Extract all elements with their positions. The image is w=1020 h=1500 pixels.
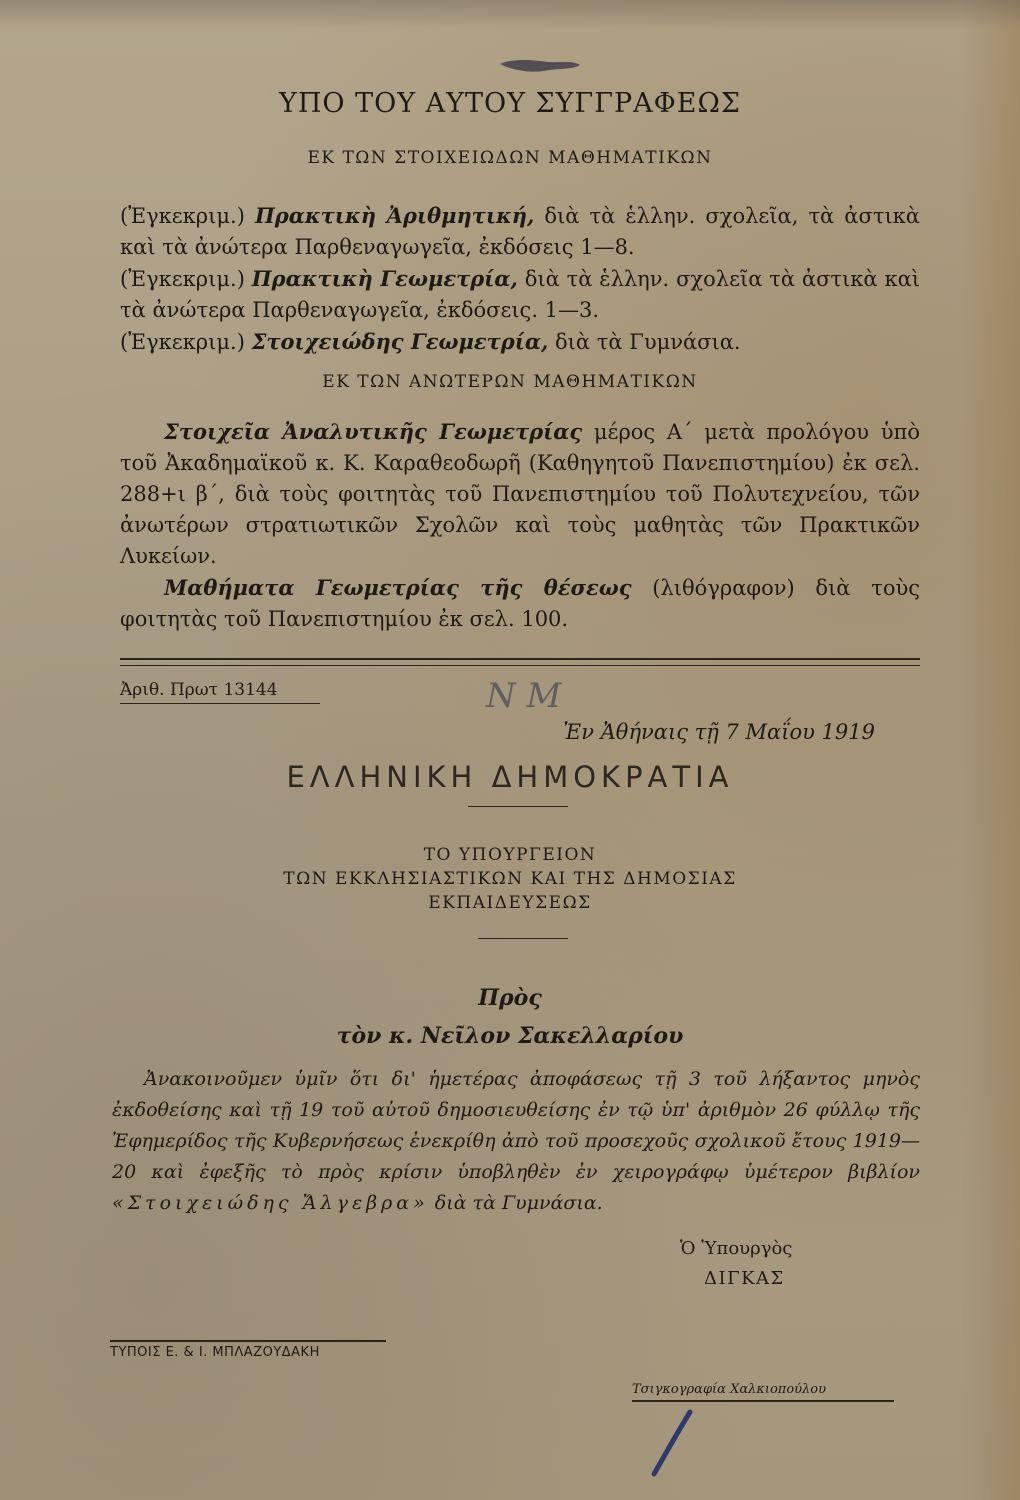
printer-credit: ΤΥΠΟΙΣ Ε. & Ι. ΜΠΛΑΖΟΥΔΑΚΗ <box>110 1340 386 1360</box>
ministry-heading <box>0 843 1020 915</box>
book-title: «Στοιχειώδης Ἄλγεβρα» <box>112 1192 429 1214</box>
heading-divider <box>468 806 568 807</box>
work-description: διὰ τὰ ἑλλην. σχολεῖα, τὰ ἀστικὰ καὶ τὰ ἀνώτερα Παρθεναγωγεῖα, ἐκδόσεις 1—8. <box>120 204 920 259</box>
republic-heading: ΕΛΛΗΝΙΚΗ ΔΗΜΟΚΡΑΤΙΑ <box>286 760 734 794</box>
work-item <box>120 263 920 326</box>
protocol-number: Ἀριθ. Πρωτ 13144 <box>120 680 320 704</box>
engraver-credit: Τσιγκογραφία Χαλκιοπούλου <box>632 1382 894 1402</box>
ministry-line: ΤΟ ΥΠΟΥΡΓΕΙΟΝ <box>423 845 597 865</box>
letter-date: Ἐν Ἀθήναις τῇ 7 Μαΐου 1919 <box>563 720 875 744</box>
paper-edge-shadow <box>0 0 1020 30</box>
work-description: μέρος Α΄ μετὰ προλόγου ὑπὸ τοῦ Ἀκαδημαϊκοῦ κ. Κ. Καραθεοδωρῆ (Καθηγητοῦ Πανεπιστημίου) ἐκ σελ. 288+ι β΄, διὰ τοὺς φοιτητὰς τοῦ Πανεπιστημίου τοῦ Πολυτεχνείου, τῶν ἀνωτέρων στρατιωτικῶν Σχολῶν καὶ τοὺς μαθητὰς τῶν Πρακτικῶν Λυκείων. <box>120 420 920 568</box>
signature-block <box>680 1234 792 1294</box>
letter-body <box>112 1064 920 1219</box>
paper-stain <box>960 0 1020 1500</box>
higher-works <box>120 416 920 635</box>
ink-blot-icon <box>498 56 582 76</box>
section-higher: ΕΚ ΤΩΝ ΑΝΩΤΕΡΩΝ ΜΑΘΗΜΑΤΙΚΩΝ <box>322 372 698 392</box>
work-description: διὰ τὰ Γυμνάσια. <box>548 330 741 354</box>
approval-prefix: (Ἐγκεκριμ.) <box>120 204 255 228</box>
ministry-line: ΕΚΠΑΙΔΕΥΣΕΩΣ <box>428 893 592 913</box>
approval-prefix: (Ἐγκεκριμ.) <box>120 267 252 291</box>
work-title: Πρακτικὴ Ἀριθμητική, <box>254 203 535 228</box>
approval-prefix: (Ἐγκεκριμ.) <box>120 330 252 354</box>
letter-text: διὰ τὰ Γυμνάσια. <box>428 1192 603 1214</box>
work-description: διὰ τὰ ἑλλην. σχολεῖα τὰ ἀστικὰ καὶ τὰ ἀνώτερα Παρθεναγωγεῖα, ἐκδόσεις. 1—3. <box>120 267 921 322</box>
section-elementary: ΕΚ ΤΩΝ ΣΤΟΙΧΕΙΩΔΩΝ ΜΑΘΗΜΑΤΙΚΩΝ <box>307 148 713 168</box>
work-item <box>120 572 920 635</box>
salutation-to: Πρὸς <box>478 985 542 1011</box>
work-item <box>120 326 920 358</box>
pen-stroke-icon <box>640 1408 700 1478</box>
work-description: (λιθόγραφον) διὰ τοὺς φοιτητὰς τοῦ Πανεπιστημίου ἐκ σελ. 100. <box>120 576 920 631</box>
addressee: τὸν κ. Νεῖλον Σακελλαρίου <box>336 1023 684 1049</box>
signature-name: ΔΙΓΚΑΣ <box>704 1268 785 1289</box>
signature-title: Ὁ Ὑπουργὸς <box>680 1238 793 1259</box>
header-title: ΥΠΟ ΤΟΥ ΑΥΤΟΥ ΣΥΓΓΡΑΦΕΩΣ <box>279 88 741 119</box>
ministry-line: ΤΩΝ ΕΚΚΛΗΣΙΑΣΤΙΚΩΝ ΚΑΙ ΤΗΣ ΔΗΜΟΣΙΑΣ <box>283 869 737 889</box>
work-item <box>120 416 920 572</box>
heading-divider <box>478 938 568 939</box>
work-title: Πρακτικὴ Γεωμετρία, <box>251 266 518 291</box>
work-item <box>120 200 920 263</box>
work-title: Στοιχειώδης Γεωμετρία, <box>251 329 549 354</box>
work-title: Μαθήματα Γεωμετρίας τῆς θέσεως <box>164 575 632 600</box>
elementary-works <box>120 200 920 358</box>
section-divider <box>120 658 920 666</box>
work-title: Στοιχεῖα Ἀναλυτικῆς Γεωμετρίας <box>164 419 583 444</box>
letter-text: Ἀνακοινοῦμεν ὑμῖν ὅτι δι' ἡμετέρας ἀποφάσεως τῇ 3 τοῦ λήξαντος μηνὸς ἐκδοθείσης καὶ τῇ 19 τοῦ αὐτοῦ δημοσιευθείσης ἐν τῷ ὑπ' ἀριθμὸν 26 φύλλῳ τῆς Ἐφημερίδος τῆς Κυβερνήσεως ἐνεκρίθη ἀπὸ τοῦ προσεχοῦς σχολικοῦ ἔτους 1919—20 καὶ ἐφεξῆς τὸ πρὸς κρίσιν ὑποβληθὲν ἐν χειρογράφῳ ὑμέτερον βιβλίον <box>112 1068 920 1183</box>
handwritten-note: N M <box>486 676 562 716</box>
